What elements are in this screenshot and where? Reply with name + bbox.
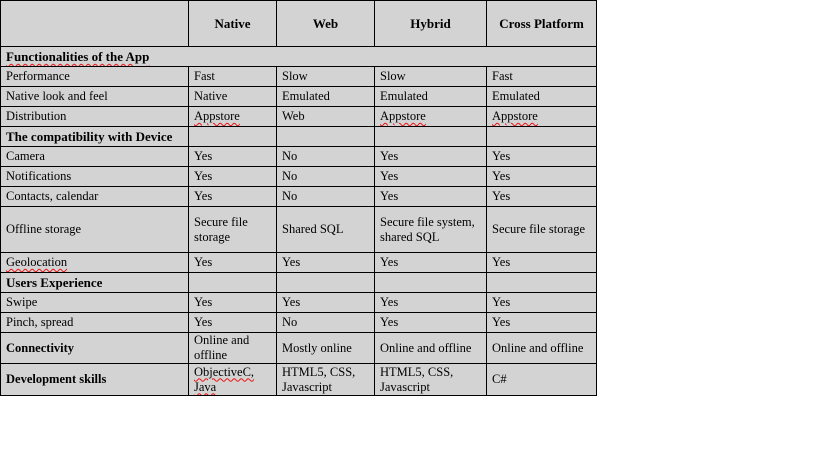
- empty-cell: [487, 127, 597, 147]
- cell-web: No: [277, 167, 375, 187]
- cell-hybrid: Slow: [375, 67, 487, 87]
- cell-native: [189, 107, 277, 127]
- header-cell-hybrid: Hybrid: [375, 1, 487, 47]
- cell-cross-platform: Secure file storage: [487, 207, 597, 253]
- cell-web: Yes: [277, 253, 375, 273]
- cell-web: No: [277, 187, 375, 207]
- cell-web: No: [277, 147, 375, 167]
- section-heading: Users Experience: [1, 273, 189, 293]
- table-row: [1, 87, 597, 107]
- table-row: [1, 147, 597, 167]
- cell-text: Geolocation: [6, 255, 68, 269]
- cell-cross-platform: Yes: [487, 313, 597, 333]
- row-label: Swipe: [1, 293, 189, 313]
- section-row-ux: [1, 273, 597, 293]
- cell-hybrid: Yes: [375, 187, 487, 207]
- header-cell-empty: [1, 1, 189, 47]
- row-label: Performance: [1, 67, 189, 87]
- section-row-functionalities: [1, 47, 597, 67]
- cell-native: Yes: [189, 253, 277, 273]
- row-label: Connectivity: [1, 333, 189, 364]
- cell-native: Yes: [189, 147, 277, 167]
- empty-cell: [189, 273, 277, 293]
- cell-hybrid: Yes: [375, 167, 487, 187]
- cell-web: Shared SQL: [277, 207, 375, 253]
- header-cell-cross-platform: Cross Platform: [487, 1, 597, 47]
- cell-hybrid: Secure file system, shared SQL: [375, 207, 487, 253]
- cell-cross-platform: Yes: [487, 167, 597, 187]
- cell-text: Appstore: [194, 109, 240, 123]
- cell-web: No: [277, 313, 375, 333]
- cell-cross-platform: Online and offline: [487, 333, 597, 364]
- section-heading: The compatibility with Device: [1, 127, 189, 147]
- row-label: Distribution: [1, 107, 189, 127]
- cell-cross-platform: Emulated: [487, 87, 597, 107]
- cell-web: Mostly online: [277, 333, 375, 364]
- header-cell-web: Web: [277, 1, 375, 47]
- empty-cell: [189, 127, 277, 147]
- cell-text: Appstore: [492, 109, 538, 123]
- table-row: [1, 333, 597, 364]
- table-row: [1, 67, 597, 87]
- row-label: Camera: [1, 147, 189, 167]
- cell-hybrid: HTML5, CSS, Javascript: [375, 364, 487, 396]
- header-row: [1, 1, 597, 47]
- cell-web: Emulated: [277, 87, 375, 107]
- table-row: [1, 187, 597, 207]
- cell-native: Secure file storage: [189, 207, 277, 253]
- section-row-compatibility: [1, 127, 597, 147]
- cell-hybrid: [375, 107, 487, 127]
- row-label: Notifications: [1, 167, 189, 187]
- cell-native: Yes: [189, 293, 277, 313]
- row-label: Native look and feel: [1, 87, 189, 107]
- table-row: [1, 253, 597, 273]
- cell-cross-platform: Yes: [487, 293, 597, 313]
- table-row: [1, 107, 597, 127]
- empty-cell: [375, 273, 487, 293]
- cell-cross-platform: Fast: [487, 67, 597, 87]
- cell-native: Yes: [189, 187, 277, 207]
- empty-cell: [375, 127, 487, 147]
- cell-hybrid: Yes: [375, 253, 487, 273]
- cell-cross-platform: Yes: [487, 187, 597, 207]
- cell-web: Yes: [277, 293, 375, 313]
- row-label: Offline storage: [1, 207, 189, 253]
- cell-native: Yes: [189, 167, 277, 187]
- cell-hybrid: Yes: [375, 147, 487, 167]
- cell-native: Yes: [189, 313, 277, 333]
- row-label: Pinch, spread: [1, 313, 189, 333]
- header-cell-native: Native: [189, 1, 277, 47]
- cell-native: Fast: [189, 67, 277, 87]
- cell-hybrid: Online and offline: [375, 333, 487, 364]
- cell-cross-platform: Yes: [487, 147, 597, 167]
- cell-native: Online and offline: [189, 333, 277, 364]
- table-row: [1, 313, 597, 333]
- row-label: Development skills: [1, 364, 189, 396]
- empty-cell: [277, 127, 375, 147]
- table-row: [1, 364, 597, 396]
- cell-hybrid: Emulated: [375, 87, 487, 107]
- cell-hybrid: Yes: [375, 293, 487, 313]
- cell-cross-platform: [487, 107, 597, 127]
- cell-web: HTML5, CSS, Javascript: [277, 364, 375, 396]
- cell-text: Appstore: [380, 109, 426, 123]
- cell-web: Slow: [277, 67, 375, 87]
- cell-cross-platform: Yes: [487, 253, 597, 273]
- empty-cell: [487, 273, 597, 293]
- table-row: [1, 207, 597, 253]
- cell-cross-platform: C#: [487, 364, 597, 396]
- row-label: [1, 253, 189, 273]
- cell-native: Native: [189, 87, 277, 107]
- table-row: [1, 293, 597, 313]
- cell-web: Web: [277, 107, 375, 127]
- cell-text: ObjectiveC, Java: [194, 364, 255, 394]
- section-label: Functionalities of the App: [6, 49, 150, 64]
- row-label: Contacts, calendar: [1, 187, 189, 207]
- empty-cell: [277, 273, 375, 293]
- cell-hybrid: Yes: [375, 313, 487, 333]
- section-heading: [1, 47, 597, 67]
- table-row: [1, 167, 597, 187]
- cell-native: [189, 364, 277, 396]
